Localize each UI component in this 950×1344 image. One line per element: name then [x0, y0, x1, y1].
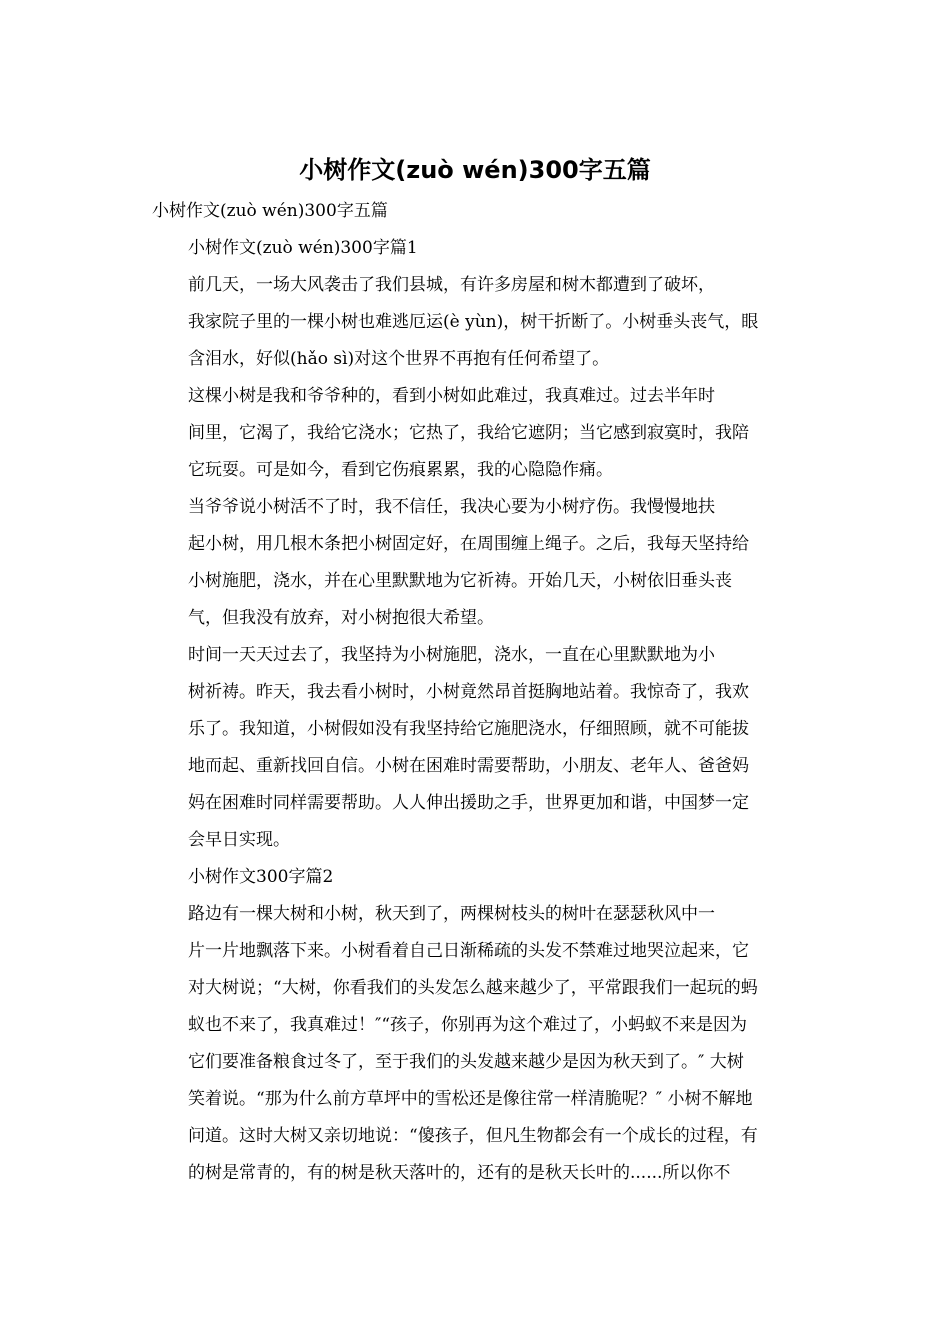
- text-line: 妈在困难时同样需要帮助。人人伸出援助之手，世界更加和谐，中国梦一定: [188, 793, 749, 813]
- text-line: 蚁也不来了，我真难过！″“孩子，你别再为这个难过了，小蚂蚁不来是因为: [188, 1015, 748, 1035]
- text-line: 树祈祷。昨天，我去看小树时，小树竟然昂首挺胸地站着。我惊奇了，我欢: [188, 682, 749, 702]
- text-line: 间里，它渴了，我给它浇水；它热了，我给它遮阴；当它感到寂寞时，我陪: [188, 423, 749, 443]
- text-line: 前几天，一场大风袭击了我们县城，有许多房屋和树木都遭到了破坏，: [188, 275, 715, 295]
- text-line: 它玩耍。可是如今，看到它伤痕累累，我的心隐隐作痛。: [188, 460, 613, 480]
- text-line: 起小树，用几根木条把小树固定好，在周围缠上绳子。之后，我每天坚持给: [188, 534, 749, 554]
- text-line: 含泪水，好似(hǎo sì)对这个世界不再抱有任何希望了。: [188, 349, 610, 369]
- text-line: 片一片地飘落下来。小树看着自己日渐稀疏的头发不禁难过地哭泣起来，它: [188, 941, 749, 961]
- text-line: 会早日实现。: [188, 830, 290, 850]
- text-line: 气，但我没有放弃，对小树抱很大希望。: [188, 608, 494, 628]
- text-line: 时间一天天过去了，我坚持为小树施肥，浇水，一直在心里默默地为小: [188, 645, 715, 665]
- text-line: 对大树说；“大树，你看我们的头发怎么越来越少了，平常跟我们一起玩的蚂: [188, 978, 758, 998]
- paragraph: [152, 267, 788, 378]
- text-line: 我家院子里的一棵小树也难逃厄运(è yùn)，树干折断了。小树垂头丧气，眼: [188, 312, 759, 332]
- text-line: 问道。这时大树又亲切地说：“傻孩子，但凡生物都会有一个成长的过程，有: [188, 1126, 758, 1146]
- document-body: [152, 193, 788, 1192]
- text-line: 地而起、重新找回自信。小树在困难时需要帮助，小朋友、老年人、爸爸妈: [188, 756, 749, 776]
- paragraph: [152, 378, 788, 489]
- text-line: 的树是常青的，有的树是秋天落叶的，还有的是秋天长叶的......所以你不: [188, 1163, 731, 1183]
- paragraph: [152, 489, 788, 637]
- text-line: 它们要准备粮食过冬了，至于我们的头发越来越少是因为秋天到了。″ 大树: [188, 1052, 744, 1072]
- paragraph: [152, 896, 788, 1192]
- text-line: 笑着说。“那为什么前方草坪中的雪松还是像往常一样清脆呢？″ 小树不解地: [188, 1089, 753, 1109]
- text-line: 乐了。我知道，小树假如没有我坚持给它施肥浇水，仔细照顾，就不可能拔: [188, 719, 749, 739]
- text-line: 这棵小树是我和爷爷种的，看到小树如此难过，我真难过。过去半年时: [188, 386, 715, 406]
- text-line: 路边有一棵大树和小树，秋天到了，两棵树枝头的树叶在瑟瑟秋风中一: [188, 904, 715, 924]
- section-heading: 小树作文300字篇2: [188, 867, 334, 887]
- document-title: 小树作文(zuò wén)300字五篇: [299, 156, 651, 184]
- paragraph: [152, 637, 788, 859]
- text-line: 小树施肥，浇水，并在心里默默地为它祈祷。开始几天，小树依旧垂头丧: [188, 571, 732, 591]
- document-subtitle: 小树作文(zuò wén)300字五篇: [152, 201, 388, 221]
- text-line: 当爷爷说小树活不了时，我不信任，我决心要为小树疗伤。我慢慢地扶: [188, 497, 715, 517]
- section-heading: 小树作文(zuò wén)300字篇1: [188, 238, 418, 258]
